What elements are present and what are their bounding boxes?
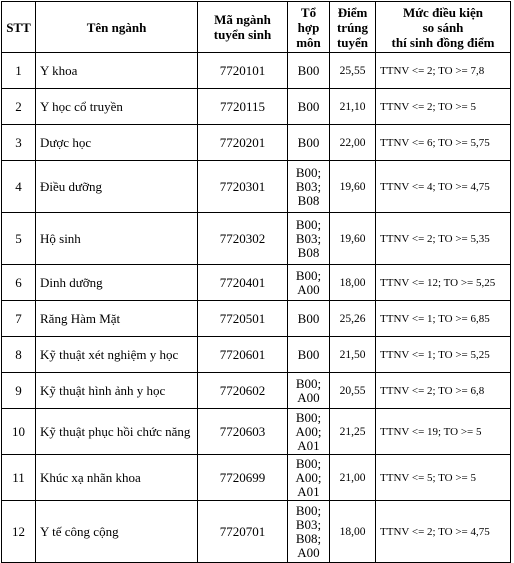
cell-stt: 11 <box>2 455 36 501</box>
cell-stt: 7 <box>2 301 36 337</box>
to-hop-code: A01 <box>297 437 320 453</box>
header-dieu-kien-line: thí sinh đồng điểm <box>391 34 495 50</box>
table-row <box>2 265 511 301</box>
to-hop-code: B00; <box>295 216 322 232</box>
cell-ma-nganh: 7720603 <box>198 409 288 455</box>
cell-stt: 2 <box>2 89 36 125</box>
cell-ten-nganh: Kỹ thuật hình ảnh y học <box>36 373 198 409</box>
cell-ma-nganh: 7720302 <box>198 213 288 265</box>
to-hop-code: B00; <box>295 375 322 391</box>
cell-ten-nganh: Điều dưỡng <box>36 161 198 213</box>
cell-diem: 21,00 <box>330 455 376 501</box>
to-hop-code: B00; <box>295 409 322 425</box>
cell-stt: 5 <box>2 213 36 265</box>
to-hop-code: B03; <box>295 516 322 532</box>
to-hop-code: A00 <box>297 389 320 405</box>
header-stt: STT <box>2 2 36 53</box>
header-dieu-kien-line: so sánh <box>422 19 464 35</box>
cell-ma-nganh: 7720401 <box>198 265 288 301</box>
cell-stt: 12 <box>2 501 36 563</box>
table-row <box>2 213 511 265</box>
cell-to-hop <box>288 501 330 563</box>
cell-diem: 25,55 <box>330 53 376 89</box>
to-hop-code: B03; <box>295 230 322 246</box>
header-diem <box>330 2 376 53</box>
cell-stt: 9 <box>2 373 36 409</box>
to-hop-code: B08 <box>297 244 320 260</box>
to-hop-code: B00; <box>295 164 322 180</box>
header-ma-nganh-line: Mã ngành <box>214 12 271 27</box>
table-row <box>2 89 511 125</box>
header-diem-line: tuyển <box>336 34 369 50</box>
table-row <box>2 501 511 563</box>
to-hop-code: A01 <box>297 483 320 499</box>
cell-stt: 6 <box>2 265 36 301</box>
header-ten-nganh: Tên ngành <box>36 2 198 53</box>
cell-ten-nganh: Hộ sinh <box>36 213 198 265</box>
table-row <box>2 53 511 89</box>
cell-ten-nganh: Kỹ thuật phục hồi chức năng <box>36 409 198 455</box>
cell-ma-nganh: 7720201 <box>198 125 288 161</box>
cell-ma-nganh: 7720115 <box>198 89 288 125</box>
cell-dieu-kien: TTNV <= 2; TO >= 5,35 <box>376 213 511 265</box>
cell-ma-nganh: 7720701 <box>198 501 288 563</box>
cell-to-hop <box>288 409 330 455</box>
cell-stt: 10 <box>2 409 36 455</box>
cell-dieu-kien: TTNV <= 6; TO >= 5,75 <box>376 125 511 161</box>
cell-dieu-kien: TTNV <= 1; TO >= 6,85 <box>376 301 511 337</box>
cell-diem: 21,10 <box>330 89 376 125</box>
cell-stt: 4 <box>2 161 36 213</box>
cell-diem: 18,00 <box>330 501 376 563</box>
to-hop-code: B00; <box>295 502 322 518</box>
header-dieu-kien-line: Mức điều kiện <box>402 4 484 20</box>
cell-to-hop <box>288 455 330 501</box>
cell-dieu-kien: TTNV <= 2; TO >= 5 <box>376 89 511 125</box>
cell-diem: 18,00 <box>330 265 376 301</box>
cell-dieu-kien: TTNV <= 12; TO >= 5,25 <box>376 265 511 301</box>
cell-diem: 25,26 <box>330 301 376 337</box>
cell-to-hop <box>288 337 330 373</box>
header-dieu-kien <box>376 2 511 53</box>
cell-ma-nganh: 7720601 <box>198 337 288 373</box>
cell-diem: 22,00 <box>330 125 376 161</box>
admission-scores-table <box>1 1 511 563</box>
cell-dieu-kien: TTNV <= 4; TO >= 4,75 <box>376 161 511 213</box>
cell-stt: 3 <box>2 125 36 161</box>
cell-ten-nganh: Y học cổ truyền <box>36 89 198 125</box>
header-ma-nganh-line: tuyển sinh <box>213 27 272 42</box>
cell-diem: 21,25 <box>330 409 376 455</box>
to-hop-code: B00 <box>297 98 320 114</box>
cell-diem: 21,50 <box>330 337 376 373</box>
cell-stt: 8 <box>2 337 36 373</box>
cell-dieu-kien: TTNV <= 19; TO >= 5 <box>376 409 511 455</box>
cell-to-hop <box>288 53 330 89</box>
table-row <box>2 409 511 455</box>
cell-diem: 20,55 <box>330 373 376 409</box>
to-hop-code: B03; <box>295 178 322 194</box>
header-to-hop <box>288 2 330 53</box>
cell-to-hop <box>288 373 330 409</box>
cell-ma-nganh: 7720301 <box>198 161 288 213</box>
to-hop-code: B08 <box>297 192 320 208</box>
cell-ma-nganh: 7720699 <box>198 455 288 501</box>
cell-ma-nganh: 7720602 <box>198 373 288 409</box>
cell-ten-nganh: Răng Hàm Mặt <box>36 301 198 337</box>
cell-to-hop <box>288 161 330 213</box>
table-row <box>2 301 511 337</box>
cell-to-hop <box>288 213 330 265</box>
header-to-hop-line: môn <box>296 34 321 50</box>
to-hop-code: B08; <box>295 530 322 546</box>
cell-to-hop <box>288 265 330 301</box>
cell-ten-nganh: Khúc xạ nhãn khoa <box>36 455 198 501</box>
to-hop-code: B00 <box>297 62 320 78</box>
header-diem-line: Điểm <box>337 4 368 20</box>
to-hop-code: A00; <box>295 423 322 439</box>
cell-ten-nganh: Dược học <box>36 125 198 161</box>
cell-dieu-kien: TTNV <= 2; TO >= 7,8 <box>376 53 511 89</box>
to-hop-code: B00; <box>295 455 322 471</box>
cell-to-hop <box>288 125 330 161</box>
table-row <box>2 161 511 213</box>
header-to-hop-line: Tổ <box>300 4 317 20</box>
cell-ten-nganh: Y khoa <box>36 53 198 89</box>
to-hop-code: A00 <box>297 281 320 297</box>
table-row <box>2 337 511 373</box>
cell-ten-nganh: Y tế công cộng <box>36 501 198 563</box>
cell-to-hop <box>288 89 330 125</box>
table-row <box>2 125 511 161</box>
table-row <box>2 455 511 501</box>
cell-dieu-kien: TTNV <= 2; TO >= 4,75 <box>376 501 511 563</box>
to-hop-code: B00 <box>297 346 320 362</box>
to-hop-code: A00; <box>295 469 322 485</box>
header-ma-nganh <box>198 2 288 53</box>
cell-diem: 19,60 <box>330 213 376 265</box>
cell-diem: 19,60 <box>330 161 376 213</box>
to-hop-code: A00 <box>297 544 320 560</box>
header-to-hop-line: hợp <box>297 19 320 35</box>
cell-dieu-kien: TTNV <= 2; TO >= 6,8 <box>376 373 511 409</box>
cell-dieu-kien: TTNV <= 5; TO >= 5 <box>376 455 511 501</box>
cell-stt: 1 <box>2 53 36 89</box>
table-row <box>2 373 511 409</box>
cell-ma-nganh: 7720101 <box>198 53 288 89</box>
table-body <box>2 53 511 563</box>
cell-dieu-kien: TTNV <= 1; TO >= 5,25 <box>376 337 511 373</box>
to-hop-code: B00 <box>297 310 320 326</box>
header-diem-line: trúng <box>336 19 369 35</box>
to-hop-code: B00 <box>297 134 320 150</box>
to-hop-code: B00; <box>295 267 322 283</box>
cell-ten-nganh: Kỹ thuật xét nghiệm y học <box>36 337 198 373</box>
header-row <box>2 2 511 53</box>
cell-ten-nganh: Dinh dưỡng <box>36 265 198 301</box>
cell-ma-nganh: 7720501 <box>198 301 288 337</box>
cell-to-hop <box>288 301 330 337</box>
